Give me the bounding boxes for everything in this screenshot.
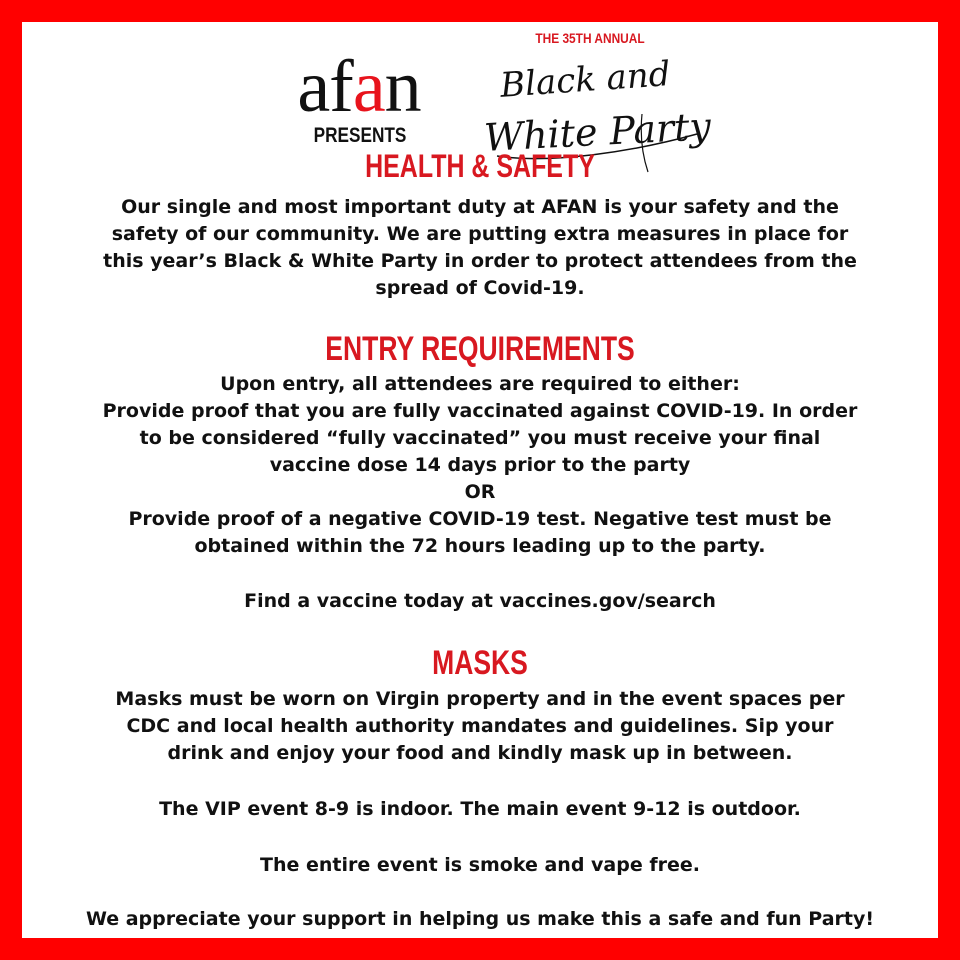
health-safety-line-1: Our single and most important duty at AFAN is your safety and the [121,196,839,218]
health-safety-title: HEALTH & SAFETY [365,148,595,184]
entry-line-1: Upon entry, all attendees are required to either: [220,373,740,395]
masks-line-1: Masks must be worn on Virgin property and in the event spaces per [115,688,845,710]
annual-label: THE 35TH ANNUAL [535,30,645,46]
vaccine-search-line: Find a vaccine today at vaccines.gov/search [244,590,716,612]
entry-or-line: OR [464,481,496,503]
logo-suffix: n [384,46,421,128]
health-safety-line-3: this year’s Black & White Party in order to protect attendees from the [103,250,857,272]
entry-line-2: Provide proof that you are fully vaccinated against COVID-19. In order [102,400,858,422]
logo-red-letter: a [352,46,385,128]
health-safety-line-4: spread of Covid-19. [375,277,585,299]
party-script-line-1: Black and [498,54,672,106]
party-script-line-2: White Party [483,104,712,160]
logo-prefix: af [297,46,353,128]
entry-line-4: vaccine dose 14 days prior to the party [269,454,691,476]
entry-line-3: to be considered “fully vaccinated” you must receive your final [139,427,821,449]
health-safety-line-2: safety of our community. We are putting extra measures in place for [111,223,849,245]
entry-requirements-title: ENTRY REQUIREMENTS [325,330,635,368]
afan-logo [259,46,459,128]
entry-line-7: obtained within the 72 hours leading up to the party. [194,535,766,557]
presents-label: PRESENTS [313,124,407,147]
closing-line: We appreciate your support in helping us make this a safe and fun Party! [85,908,875,930]
masks-title: MASKS [432,644,528,682]
smoke-free-line: The entire event is smoke and vape free. [260,854,700,876]
masks-line-3: drink and enjoy your food and kindly mask up in between. [167,742,793,764]
entry-line-6: Provide proof of a negative COVID-19 test. Negative test must be [128,508,832,530]
vip-event-line: The VIP event 8-9 is indoor. The main event 9-12 is outdoor. [159,798,801,820]
masks-line-2: CDC and local health authority mandates and guidelines. Sip your [126,715,834,737]
